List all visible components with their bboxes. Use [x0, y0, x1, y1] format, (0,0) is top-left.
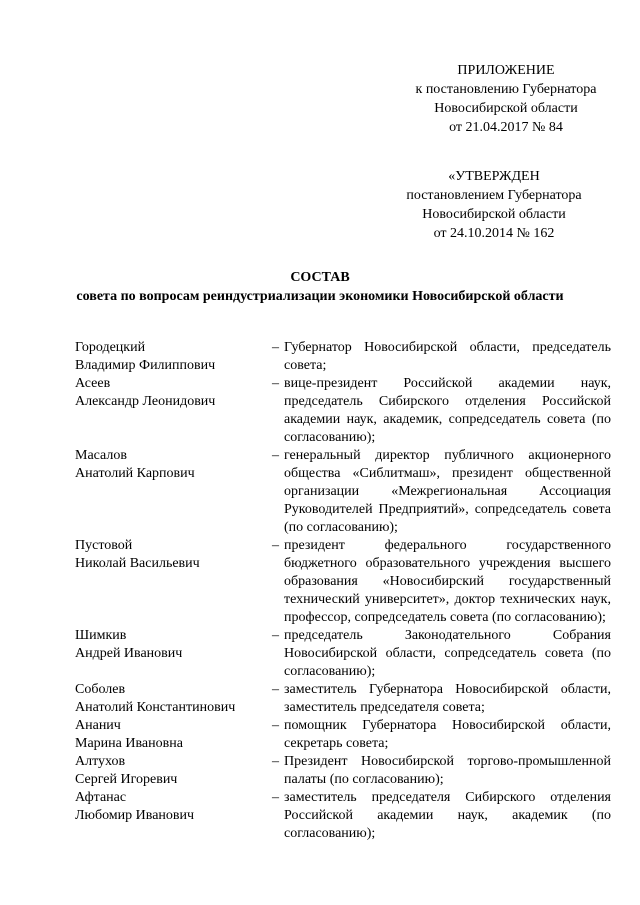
member-role: Губернатор Новосибирской области, председатель совета;: [284, 340, 611, 373]
approved-line: от 24.10.2014 № 162: [433, 226, 555, 241]
appendix-line: от 21.04.2017 № 84: [449, 120, 563, 135]
member-dash: –: [272, 628, 279, 643]
member-role: заместитель председателя Сибирского отделения Российской академии наук, академик (по согласованию);: [284, 790, 611, 841]
appendix-line: к постановлению Губернатора: [415, 82, 597, 97]
member-given-name: Любомир Иванович: [75, 808, 195, 823]
member-given-name: Андрей Иванович: [75, 646, 183, 661]
member-row: [75, 681, 611, 717]
member-row: [75, 537, 611, 627]
approved-line: постановлением Губернатора: [406, 188, 582, 203]
member-name: [75, 339, 263, 375]
member-given-name: Владимир Филиппович: [75, 358, 216, 373]
member-given-name: Анатолий Константинович: [75, 700, 236, 715]
document-subtitle: совета по вопросам реиндустриализации экономики Новосибирской области: [76, 289, 564, 304]
member-surname: Шимкив: [75, 628, 127, 643]
member-surname: Афтанас: [75, 790, 127, 805]
member-row: [75, 717, 611, 753]
member-name: [75, 627, 263, 681]
member-surname: Асеев: [75, 376, 111, 391]
member-surname: Алтухов: [75, 754, 126, 769]
member-surname: Пустовой: [75, 538, 133, 553]
members-list: [75, 339, 611, 843]
member-row: [75, 339, 611, 375]
member-row: [75, 447, 611, 537]
member-role: генеральный директор публичного акционерного общества «Сиблитмаш», президент общественной организации «Межрегиональная Ассоциация Руководителей Предприятий», сопредседатель совета (по согласованию);: [284, 448, 611, 535]
member-name: [75, 753, 263, 789]
member-given-name: Николай Васильевич: [75, 556, 200, 571]
member-dash: –: [272, 448, 279, 463]
member-dash: –: [272, 376, 279, 391]
member-dash: –: [272, 790, 279, 805]
member-role: президент федерального государственного бюджетного образовательного учреждения высшего образования «Новосибирский государственный технический университет», доктор технических наук, профессор, сопредседатель совета (по согласованию);: [284, 538, 611, 625]
appendix-line: Новосибирской области: [434, 101, 578, 116]
member-dash: –: [272, 754, 279, 769]
member-name: [75, 717, 263, 753]
member-role: Президент Новосибирской торгово-промышленной палаты (по согласованию);: [284, 754, 611, 787]
member-row: [75, 789, 611, 843]
approved-line: «УТВЕРЖДЕН: [448, 169, 540, 184]
member-role: заместитель Губернатора Новосибирской области, заместитель председателя совета;: [284, 682, 611, 715]
member-surname: Масалов: [75, 448, 127, 463]
member-given-name: Сергей Игоревич: [75, 772, 178, 787]
appendix-line: ПРИЛОЖЕНИЕ: [457, 63, 555, 78]
member-dash: –: [272, 718, 279, 733]
member-name: [75, 789, 263, 843]
member-role: помощник Губернатора Новосибирской области, секретарь совета;: [284, 718, 611, 751]
member-surname: Ананич: [75, 718, 121, 733]
member-role: председатель Законодательного Собрания Новосибирской области, сопредседатель совета (по согласованию);: [284, 628, 611, 679]
member-role: вице-президент Российской академии наук, председатель Сибирского отделения Российской академии наук, академик, сопредседатель совета (по согласованию);: [284, 376, 611, 445]
member-dash: –: [272, 538, 279, 553]
member-given-name: Марина Ивановна: [75, 736, 183, 751]
member-name: [75, 447, 263, 537]
member-row: [75, 627, 611, 681]
member-surname: Соболев: [75, 682, 126, 697]
member-name: [75, 375, 263, 447]
member-dash: –: [272, 340, 279, 355]
member-row: [75, 753, 611, 789]
member-name: [75, 537, 263, 627]
appendix-header: [396, 61, 616, 137]
member-given-name: Анатолий Карпович: [75, 466, 195, 481]
member-given-name: Александр Леонидович: [75, 394, 216, 409]
member-row: [75, 375, 611, 447]
approved-line: Новосибирской области: [422, 207, 566, 222]
member-dash: –: [272, 682, 279, 697]
approved-header: [384, 167, 604, 243]
document-title: СОСТАВ: [290, 270, 350, 285]
member-surname: Городецкий: [75, 340, 146, 355]
member-name: [75, 681, 263, 717]
